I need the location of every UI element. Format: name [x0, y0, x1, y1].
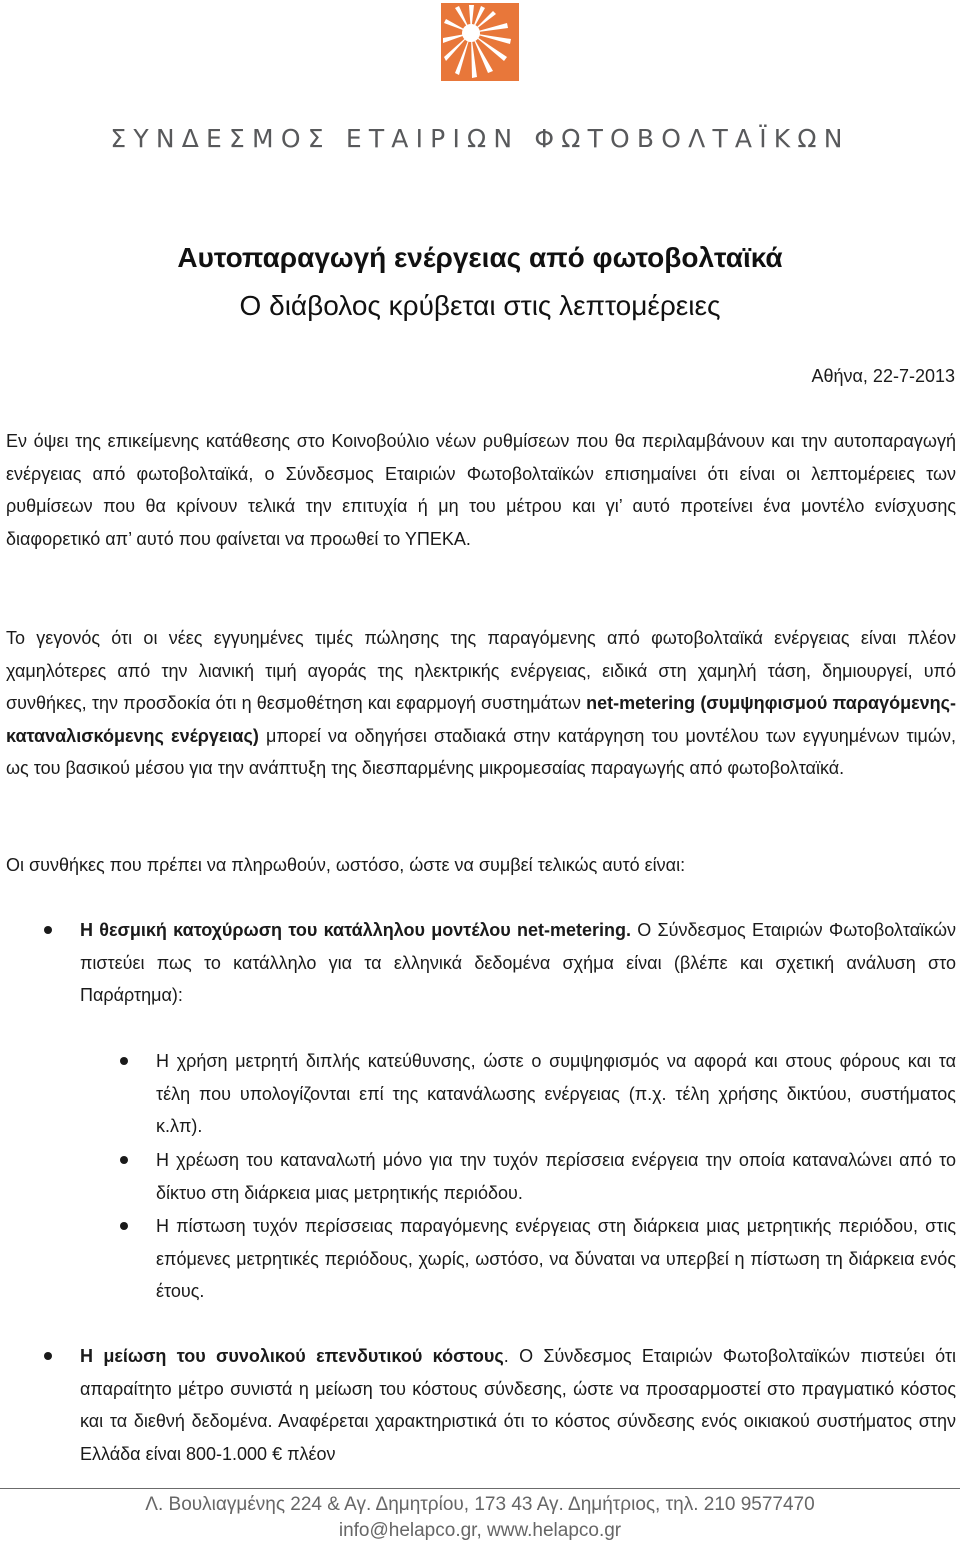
document-subtitle: Ο διάβολος κρύβεται στις λεπτομέρειες [239, 290, 721, 321]
list-item-text: Ο Σύνδεσμος Εταιριών Φωτοβολταϊκών πιστεύει πως το κατάλληλο για τα ελληνικά δεδομένα σχήμα είναι (βλέπε και σχετική ανάλυση στο Παράρτημα): [80, 920, 956, 1006]
bullet-icon [44, 1352, 52, 1360]
paragraph-conditions: Οι συνθήκες που πρέπει να πληρωθούν, ωστόσο, ώστε να συμβεί τελικώς αυτό είναι: [6, 855, 686, 875]
list-item-text: . Ο Σύνδεσμος Εταιριών Φωτοβολταϊκών πιστεύει ότι απαραίτητο μέτρο συνιστά η μείωση του κόστους σύνδεσης, ώστε να προσαρμοστεί στο πραγματικό κόστος και τα διεθνή δεδομένα. Αναφέρεται χαρακτηριστικά ότι το κόστος σύνδεσης ενός οικιακού συστήματος στην Ελλάδα είναι 800-1.000 € πλέον [80, 1346, 957, 1464]
sub-list-item-text: Η χρήση μετρητή διπλής κατεύθυνσης, ώστε ο συμψηφισμός να αφορά και στους φόρους και τα τέλη που υπολογίζονται επί της κατανάλωσης ενέργειας (π.χ. τέλη χρήσης δικτύου, συστήματος κ.λπ). [156, 1051, 956, 1137]
footer-address: Λ. Βουλιαγμένης 224 & Αγ. Δημητρίου, 173 43 Αγ. Δημήτριος, τηλ. 210 9577470 [145, 1494, 815, 1515]
bullet-icon [120, 1057, 128, 1065]
helapco-logo [441, 3, 519, 81]
bullet-icon [120, 1222, 128, 1230]
paragraph-text: Το γεγονός ότι οι νέες εγγυημένες τιμές πώλησης της παραγόμενης από φωτοβολταϊκά ενέργειας είναι πλέον χαμηλότερες από την λιανική τιμή αγοράς της ηλεκτρικής ενέργειας, ειδικά στη χαμηλή τάση, δημιουργεί, υπό συνθήκες, την προσδοκία ότι η θεσμοθέτηση και εφαρμογή συστημάτων [6, 628, 956, 714]
paragraph-net-metering [6, 622, 956, 785]
list-item-bold: Η μείωση του συνολικού επενδυτικού κόστους [80, 1346, 504, 1366]
sun-rays-logo-icon [441, 3, 519, 81]
document-date: Αθήνα, 22-7-2013 [811, 366, 955, 386]
sub-list-item [156, 1210, 956, 1308]
document-title: Αυτοπαραγωγή ενέργειας από φωτοβολταϊκά [177, 242, 783, 273]
sub-list-item-text: Η πίστωση τυχόν περίσσειας παραγόμενης ενέργειας στη διάρκεια μιας μετρητικής περιόδου, στις επόμενες μετρητικές περιόδους, χωρίς, ωστόσο, να δύναται να υπερβεί η πίστωση τη διάρκεια ενός έτους. [156, 1216, 956, 1302]
sub-list-item-text: Η χρέωση του καταναλωτή μόνο για την τυχόν περίσσεια ενέργεια την οποία καταναλώνει από το δίκτυο στη διάρκεια μιας μετρητικής περιόδου. [156, 1150, 956, 1203]
list-item [80, 914, 956, 1012]
bullet-icon [120, 1156, 128, 1164]
bullet-icon [44, 926, 52, 934]
paragraph-text: μπορεί να οδηγήσει σταδιακά στην κατάργηση του μοντέλου των εγγυημένων τιμών, ως του βασικού μέσου για την ανάπτυξη της διεσπαρμένης μικρομεσαίας παραγωγής από φωτοβολταϊκά. [6, 725, 956, 779]
paragraph-bold-text: net-metering (συμψηφισμού παραγόμενης-καταναλισκόμενης ενέργειας) [6, 693, 956, 746]
paragraph-intro: Εν όψει της επικείμενης κατάθεσης στο Κοινοβούλιο νέων ρυθμίσεων που θα περιλαμβάνουν και την αυτοπαραγωγή ενέργειας από φωτοβολταϊκά, ο Σύνδεσμος Εταιριών Φωτοβολταϊκών επισημαίνει ότι είναι οι λεπτομέρειες των ρυθμίσεων που θα κρίνουν τελικά την επιτυχία ή μη του μέτρου και γι’ αυτό προτείνει ένα μοντέλο ενίσχυσης διαφορετικό απ’ αυτό που φαίνεται να προωθεί το ΥΠΕΚΑ. [6, 431, 956, 549]
footer-divider [0, 1488, 960, 1489]
sub-list-item [156, 1144, 956, 1209]
footer-contact: info@helapco.gr, www.helapco.gr [338, 1520, 622, 1541]
list-item [80, 1340, 956, 1470]
organization-name: ΣΥΝΔΕΣΜΟΣ ΕΤΑΙΡΙΩΝ ΦΩΤΟΒΟΛΤΑΪΚΩΝ [110, 124, 850, 153]
list-item-bold: Η θεσμική κατοχύρωση του κατάλληλου μοντέλου net-metering. [80, 920, 631, 940]
sub-list-item [156, 1045, 956, 1143]
